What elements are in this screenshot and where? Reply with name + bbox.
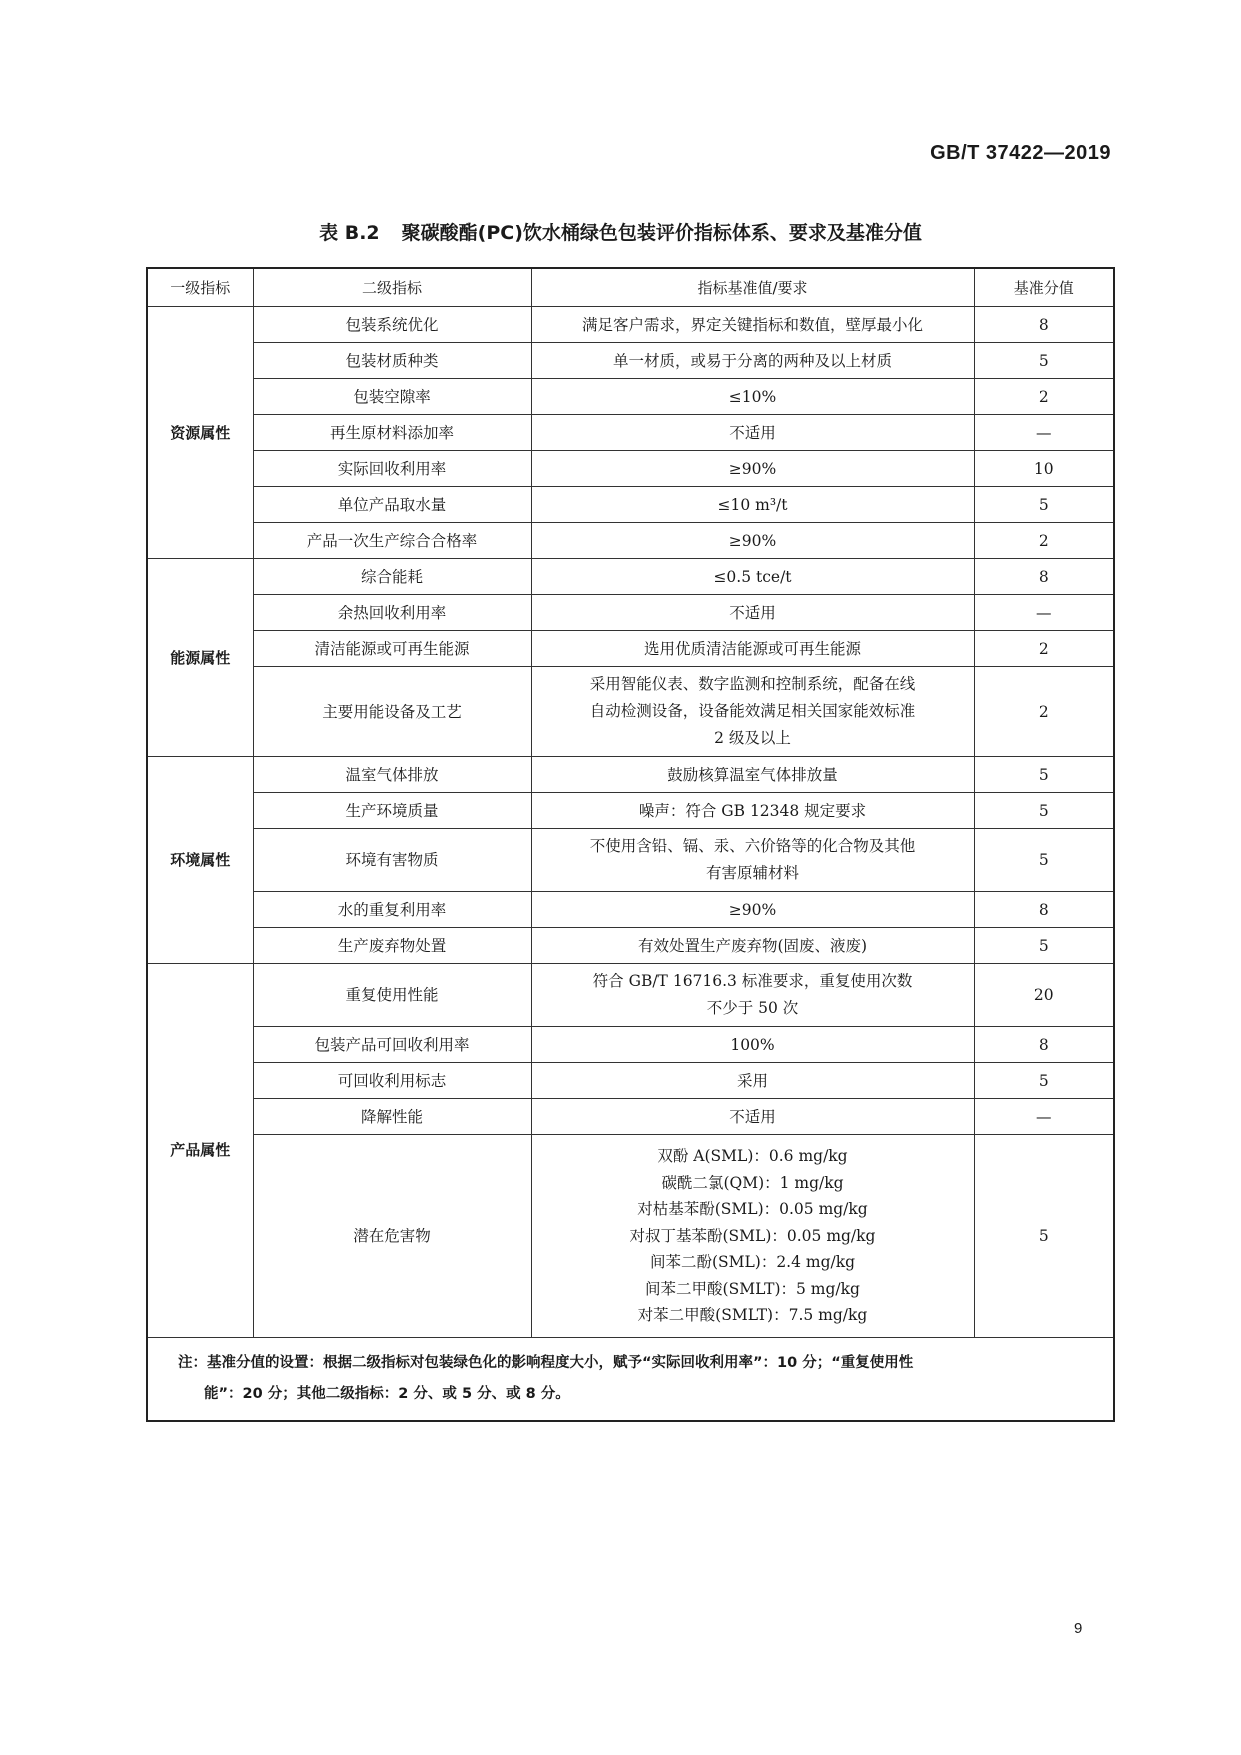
table-row: [147, 1027, 1114, 1063]
secondary-indicator-cell: 重复使用性能: [253, 964, 531, 1027]
score-cell: 5: [974, 829, 1114, 892]
primary-indicator-cell: 资源属性: [147, 307, 253, 559]
secondary-indicator-cell: 实际回收利用率: [253, 451, 531, 487]
table-number: 表 B.2: [319, 222, 380, 244]
secondary-indicator-cell: 包装空隙率: [253, 379, 531, 415]
requirement-cell: [531, 451, 974, 487]
requirement-line: 双酚 A(SML)：0.6 mg/kg: [657, 1147, 848, 1165]
table-title: [0, 218, 1241, 245]
requirement-cell: [531, 523, 974, 559]
score-cell: —: [974, 1099, 1114, 1135]
table-row: [147, 523, 1114, 559]
score-cell: 2: [974, 379, 1114, 415]
requirement-line: 碳酰二氯(QM)：1 mg/kg: [661, 1173, 844, 1192]
note-line-1: 注：基准分值的设置：根据二级指标对包装绿色化的影响程度大小，赋予“实际回收利用率”：10 分；“重复使用性: [178, 1354, 914, 1371]
col-header-secondary: 二级指标: [253, 268, 531, 307]
secondary-indicator-cell: 再生原材料添加率: [253, 415, 531, 451]
score-cell: 5: [974, 793, 1114, 829]
requirement-line: 自动检测设备，设备能效满足相关国家能效标准: [589, 702, 916, 720]
score-cell: 10: [974, 451, 1114, 487]
requirement-line: 噪声：符合 GB 12348 规定要求: [638, 801, 867, 820]
score-cell: —: [974, 595, 1114, 631]
requirement-cell: [531, 631, 974, 667]
requirement-line: 鼓励核算温室气体排放量: [667, 765, 838, 784]
secondary-indicator-cell: 综合能耗: [253, 559, 531, 595]
requirement-cell: [531, 892, 974, 928]
table-row: [147, 964, 1114, 1027]
requirement-line: 满足客户需求，界定关键指标和数值，壁厚最小化: [581, 315, 923, 334]
table-row: [147, 892, 1114, 928]
requirement-line: 有害原辅材料: [705, 864, 799, 882]
table-title-text: 聚碳酸酯(PC)饮水桶绿色包装评价指标体系、要求及基准分值: [401, 222, 922, 244]
table-row: [147, 667, 1114, 757]
note-row: [147, 1337, 1114, 1421]
table-header-row: [147, 268, 1114, 307]
primary-indicator-cell: 能源属性: [147, 559, 253, 757]
secondary-indicator-cell: 包装系统优化: [253, 307, 531, 343]
secondary-indicator-cell: 温室气体排放: [253, 757, 531, 793]
requirement-line: 不少于 50 次: [706, 999, 799, 1017]
secondary-indicator-cell: 包装材质种类: [253, 343, 531, 379]
secondary-indicator-cell: 生产环境质量: [253, 793, 531, 829]
requirement-line: 不适用: [729, 603, 776, 622]
col-header-primary: 一级指标: [147, 268, 253, 307]
table-row: [147, 928, 1114, 964]
requirement-cell: [531, 379, 974, 415]
requirement-cell: [531, 1027, 974, 1063]
score-cell: 8: [974, 1027, 1114, 1063]
requirement-cell: [531, 793, 974, 829]
requirement-line: ≤10 m³/t: [717, 495, 788, 514]
table-row: [147, 451, 1114, 487]
table-row: [147, 379, 1114, 415]
table-row: [147, 487, 1114, 523]
score-cell: 2: [974, 667, 1114, 757]
secondary-indicator-cell: 主要用能设备及工艺: [253, 667, 531, 757]
requirement-cell: [531, 307, 974, 343]
requirement-cell: [531, 559, 974, 595]
requirement-cell: [531, 667, 974, 757]
requirement-line: 间苯二酚(SML)：2.4 mg/kg: [649, 1253, 856, 1271]
secondary-indicator-cell: 可回收利用标志: [253, 1063, 531, 1099]
secondary-indicator-cell: 产品一次生产综合合格率: [253, 523, 531, 559]
table-row: [147, 415, 1114, 451]
col-header-score: 基准分值: [974, 268, 1114, 307]
requirement-line: 单一材质，或易于分离的两种及以上材质: [612, 351, 892, 370]
requirement-line: 不适用: [729, 423, 776, 442]
requirement-cell: [531, 964, 974, 1027]
table-row: [147, 307, 1114, 343]
score-cell: 20: [974, 964, 1114, 1027]
secondary-indicator-cell: 生产废弃物处置: [253, 928, 531, 964]
score-cell: 5: [974, 1135, 1114, 1338]
score-cell: 5: [974, 757, 1114, 793]
score-cell: 8: [974, 559, 1114, 595]
requirement-line: 不使用含铅、镉、汞、六价铬等的化合物及其他: [589, 837, 916, 855]
requirement-line: 100%: [730, 1035, 775, 1054]
requirement-line: ≥90%: [728, 531, 777, 550]
requirement-line: 采用智能仪表、数字监测和控制系统，配备在线: [589, 675, 916, 693]
requirement-line: ≤0.5 tce/t: [713, 567, 792, 586]
primary-indicator-cell: 环境属性: [147, 757, 253, 964]
score-cell: 5: [974, 343, 1114, 379]
requirement-cell: [531, 595, 974, 631]
score-cell: 5: [974, 1063, 1114, 1099]
secondary-indicator-cell: 降解性能: [253, 1099, 531, 1135]
requirement-line: 采用: [736, 1071, 768, 1090]
requirement-cell: [531, 928, 974, 964]
secondary-indicator-cell: 包装产品可回收利用率: [253, 1027, 531, 1063]
requirement-line: 有效处置生产废弃物(固废、液废): [637, 936, 868, 955]
requirement-line: 对枯基苯酚(SML)：0.05 mg/kg: [637, 1200, 868, 1218]
indicator-table: [146, 267, 1115, 1422]
page-number: 9: [1074, 1620, 1083, 1637]
requirement-line: 对苯二甲酸(SMLT)：7.5 mg/kg: [637, 1306, 868, 1324]
secondary-indicator-cell: 环境有害物质: [253, 829, 531, 892]
requirement-line: ≤10%: [728, 387, 777, 406]
table-row: [147, 631, 1114, 667]
score-cell: 2: [974, 523, 1114, 559]
table-row: [147, 1099, 1114, 1135]
score-cell: 8: [974, 892, 1114, 928]
table-row: [147, 829, 1114, 892]
standard-code: GB/T 37422—2019: [930, 142, 1111, 164]
secondary-indicator-cell: 单位产品取水量: [253, 487, 531, 523]
score-cell: 5: [974, 487, 1114, 523]
table-row: [147, 343, 1114, 379]
secondary-indicator-cell: 潜在危害物: [253, 1135, 531, 1338]
score-cell: 2: [974, 631, 1114, 667]
requirement-line: ≥90%: [728, 459, 777, 478]
note-line-2: 能”：20 分；其他二级指标：2 分、或 5 分、或 8 分。: [204, 1385, 570, 1402]
requirement-line: 符合 GB/T 16716.3 标准要求，重复使用次数: [592, 972, 913, 990]
table-row: [147, 1135, 1114, 1338]
requirement-line: 选用优质清洁能源或可再生能源: [643, 639, 861, 658]
requirement-line: ≥90%: [728, 900, 777, 919]
requirement-line: 间苯二甲酸(SMLT)：5 mg/kg: [645, 1279, 860, 1298]
secondary-indicator-cell: 水的重复利用率: [253, 892, 531, 928]
secondary-indicator-cell: 清洁能源或可再生能源: [253, 631, 531, 667]
requirement-cell: [531, 1135, 974, 1338]
requirement-cell: [531, 1099, 974, 1135]
table-body: [147, 307, 1114, 1338]
score-cell: 5: [974, 928, 1114, 964]
requirement-line: 不适用: [729, 1107, 776, 1126]
requirement-cell: [531, 757, 974, 793]
table-row: [147, 757, 1114, 793]
requirement-cell: [531, 829, 974, 892]
requirement-line: 2 级及以上: [714, 729, 791, 747]
score-cell: —: [974, 415, 1114, 451]
table-row: [147, 1063, 1114, 1099]
requirement-cell: [531, 487, 974, 523]
requirement-cell: [531, 343, 974, 379]
secondary-indicator-cell: 余热回收利用率: [253, 595, 531, 631]
requirement-cell: [531, 415, 974, 451]
requirement-cell: [531, 1063, 974, 1099]
table-note: [147, 1337, 1114, 1421]
score-cell: 8: [974, 307, 1114, 343]
col-header-requirement: 指标基准值/要求: [531, 268, 974, 307]
table-row: [147, 793, 1114, 829]
table-row: [147, 595, 1114, 631]
table-row: [147, 559, 1114, 595]
requirement-line: 对叔丁基苯酚(SML)：0.05 mg/kg: [629, 1226, 876, 1245]
primary-indicator-cell: 产品属性: [147, 964, 253, 1338]
